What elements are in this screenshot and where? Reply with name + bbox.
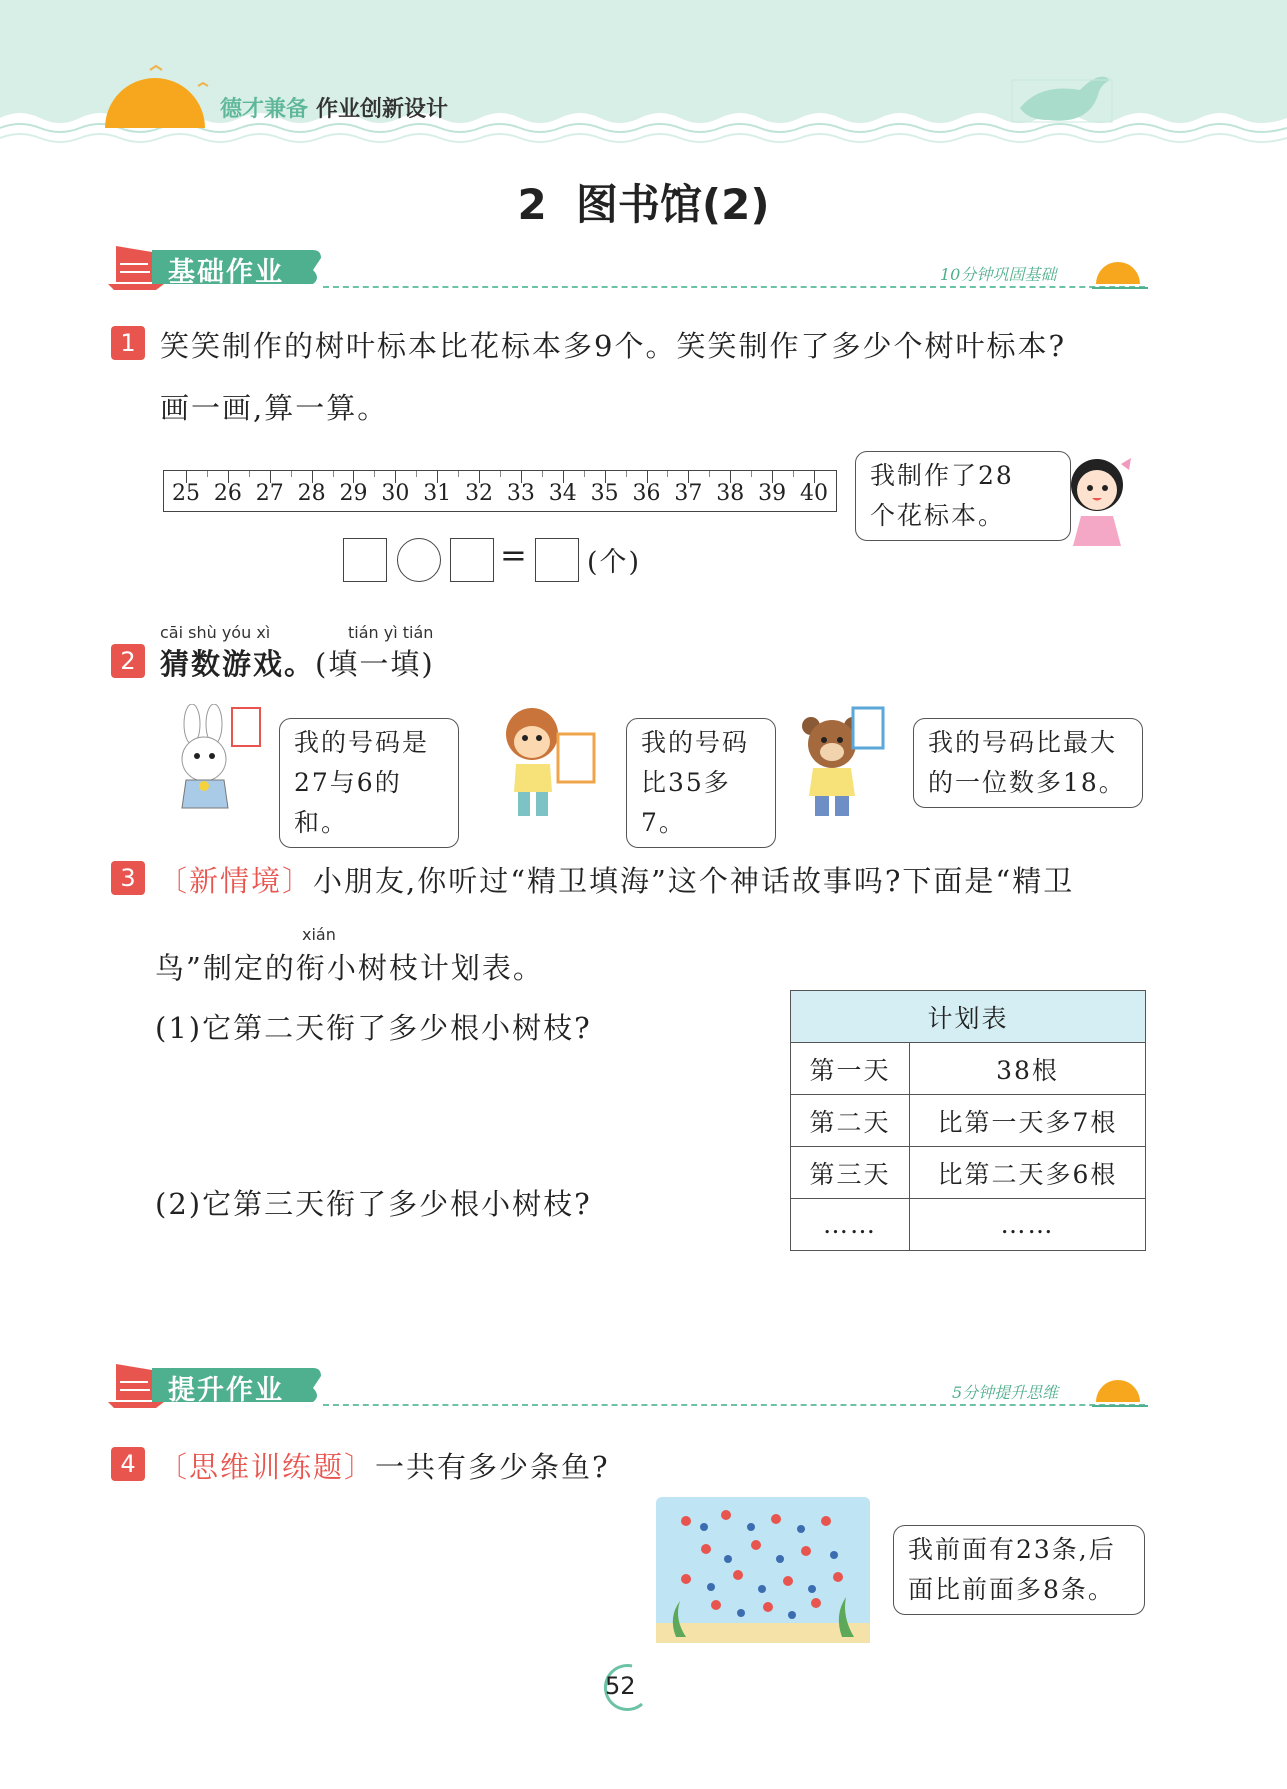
ruler-minor-mark bbox=[500, 471, 501, 477]
section-divider-advanced bbox=[323, 1404, 1145, 1406]
ruler-minor-mark bbox=[751, 471, 752, 477]
q2-pinyin-paren: tián yì tián bbox=[348, 623, 434, 642]
ruler-minor-mark bbox=[249, 471, 250, 477]
ruler-minor-mark bbox=[333, 471, 334, 477]
q1-bubble-line2: 个花标本。 bbox=[870, 501, 1006, 530]
table-cell-day: 第二天 bbox=[791, 1095, 910, 1147]
q3-text-line1 bbox=[158, 859, 1074, 900]
q2-bubble-rabbit bbox=[279, 718, 459, 848]
q2-bubble-2-line2: 比35多7。 bbox=[641, 768, 731, 837]
table-cell-day: 第一天 bbox=[791, 1043, 910, 1095]
table-cell-value: …… bbox=[910, 1199, 1146, 1251]
section-divider-basic bbox=[323, 286, 1145, 288]
answer-box-2[interactable] bbox=[450, 538, 494, 582]
ruler-tick-label: 35 bbox=[590, 481, 619, 506]
q4-tag: 〔思维训练题〕 bbox=[158, 1450, 376, 1484]
q2-title bbox=[160, 642, 435, 683]
q2-pinyin-title: cāi shù yóu xì bbox=[160, 623, 271, 642]
q4-question-text: 一共有多少条鱼? bbox=[375, 1450, 610, 1484]
question-number-1: 1 bbox=[111, 326, 145, 360]
brand-prefix: 德才兼备 bbox=[220, 97, 309, 122]
section-title-basic: 基础作业 bbox=[168, 257, 284, 288]
ruler-tick-label: 29 bbox=[339, 481, 368, 506]
number-ruler bbox=[163, 470, 837, 512]
q2-bubble-3-line1: 我的号码比最大 bbox=[928, 728, 1118, 757]
girl-illustration bbox=[1055, 450, 1145, 550]
operator-circle[interactable] bbox=[397, 538, 441, 582]
ruler-tick-label: 34 bbox=[548, 481, 577, 506]
ruler-tick-label: 38 bbox=[716, 481, 745, 506]
ruler-minor-mark bbox=[793, 471, 794, 477]
ruler-minor-mark bbox=[207, 471, 208, 477]
unit-label: (个) bbox=[587, 547, 642, 578]
q3-subquestion-1: (1)它第二天衔了多少根小树枝? bbox=[155, 1011, 592, 1045]
q4-bubble-line2: 面比前面多8条。 bbox=[908, 1575, 1115, 1604]
ruler-tick-label: 30 bbox=[381, 481, 410, 506]
ruler-minor-mark bbox=[667, 471, 668, 477]
q2-bubble-bear bbox=[913, 718, 1143, 808]
q1-speech-bubble bbox=[855, 451, 1071, 541]
table-row bbox=[791, 1147, 1146, 1199]
table-row bbox=[791, 1043, 1146, 1095]
q3-pinyin: xián bbox=[302, 925, 336, 944]
q1-text-line2: 画一画,算一算。 bbox=[160, 391, 389, 425]
ruler-minor-mark bbox=[374, 471, 375, 477]
table-row bbox=[791, 1199, 1146, 1251]
page-title: 2 图书馆(2) bbox=[517, 180, 770, 229]
question-number-2: 2 bbox=[111, 644, 145, 678]
ruler-minor-mark bbox=[626, 471, 627, 477]
ruler-minor-mark bbox=[458, 471, 459, 477]
ruler-tick-label: 40 bbox=[800, 481, 828, 506]
table-cell-day: …… bbox=[791, 1199, 910, 1251]
header-decoration bbox=[0, 0, 1287, 160]
q4-text bbox=[158, 1445, 610, 1486]
table-row bbox=[791, 1095, 1146, 1147]
answer-box-1[interactable] bbox=[343, 538, 387, 582]
q2-bubble-1-line2: 27与6的和。 bbox=[294, 768, 402, 837]
ruler-tick-label: 28 bbox=[297, 481, 326, 506]
q4-bubble-line1: 我前面有23条,后 bbox=[908, 1535, 1116, 1564]
question-number-3: 3 bbox=[111, 861, 145, 895]
ruler-minor-mark bbox=[709, 471, 710, 477]
table-cell-day: 第三天 bbox=[791, 1147, 910, 1199]
ruler-tick-label: 37 bbox=[674, 481, 703, 506]
q2-bubble-2-line1: 我的号码 bbox=[641, 728, 750, 757]
brand-title bbox=[220, 92, 448, 123]
fish-tank-illustration bbox=[656, 1497, 870, 1643]
section-subtitle-basic: 10分钟巩固基础 bbox=[940, 265, 1057, 284]
plan-table-header: 计划表 bbox=[791, 991, 1146, 1043]
ruler-tick-label: 39 bbox=[758, 481, 787, 506]
plan-table bbox=[790, 990, 1146, 1251]
brand-suffix: 作业创新设计 bbox=[316, 97, 449, 122]
ruler-tick-label: 27 bbox=[255, 481, 284, 506]
ruler-tick-label: 25 bbox=[172, 481, 200, 506]
ruler-tick-label: 26 bbox=[213, 481, 242, 506]
table-cell-value: 比第二天多6根 bbox=[910, 1147, 1146, 1199]
q2-bubble-monkey bbox=[626, 718, 776, 848]
q1-bubble-line1: 我制作了28 bbox=[870, 461, 1014, 490]
q2-title-text: 猜数游戏。 bbox=[160, 647, 316, 681]
q3-subquestion-2: (2)它第三天衔了多少根小树枝? bbox=[155, 1187, 592, 1221]
ruler-tick-label: 36 bbox=[632, 481, 661, 506]
table-cell-value: 38根 bbox=[910, 1043, 1146, 1095]
ruler-minor-mark bbox=[416, 471, 417, 477]
q3-tag: 〔新情境〕 bbox=[158, 864, 314, 898]
ruler-tick-label: 32 bbox=[465, 481, 494, 506]
small-sun-icon bbox=[1092, 1372, 1148, 1412]
ruler-minor-mark bbox=[584, 471, 585, 477]
answer-box-result[interactable] bbox=[535, 538, 579, 582]
sun-icon bbox=[105, 78, 205, 128]
ruler-tick-label: 33 bbox=[506, 481, 535, 506]
monkey-illustration bbox=[494, 704, 604, 822]
q2-bubble-1-line1: 我的号码是 bbox=[294, 728, 430, 757]
ruler-tick-label: 31 bbox=[423, 481, 452, 506]
q1-text-line1: 笑笑制作的树叶标本比花标本多9个。笑笑制作了多少个树叶标本? bbox=[160, 329, 1066, 363]
ruler-minor-mark bbox=[291, 471, 292, 477]
bear-illustration bbox=[797, 704, 889, 820]
small-sun-icon bbox=[1092, 254, 1148, 294]
section-title-advanced: 提升作业 bbox=[168, 1375, 284, 1406]
section-subtitle-advanced: 5分钟提升思维 bbox=[952, 1383, 1059, 1402]
table-cell-value: 比第一天多7根 bbox=[910, 1095, 1146, 1147]
q2-bubble-3-line2: 的一位数多18。 bbox=[928, 768, 1126, 797]
rabbit-illustration bbox=[162, 704, 262, 816]
q2-paren-text: (填一填) bbox=[315, 647, 435, 681]
equals-sign: = bbox=[500, 536, 527, 574]
question-number-4: 4 bbox=[111, 1447, 145, 1481]
q3-text-line2: 鸟”制定的衔小树枝计划表。 bbox=[155, 951, 544, 985]
whale-icon bbox=[1020, 77, 1110, 121]
ruler-minor-mark bbox=[542, 471, 543, 477]
page-number: 52 bbox=[605, 1672, 636, 1700]
q4-speech-bubble bbox=[893, 1525, 1145, 1615]
q3-line1-text: 小朋友,你听过“精卫填海”这个神话故事吗?下面是“精卫 bbox=[313, 864, 1075, 898]
